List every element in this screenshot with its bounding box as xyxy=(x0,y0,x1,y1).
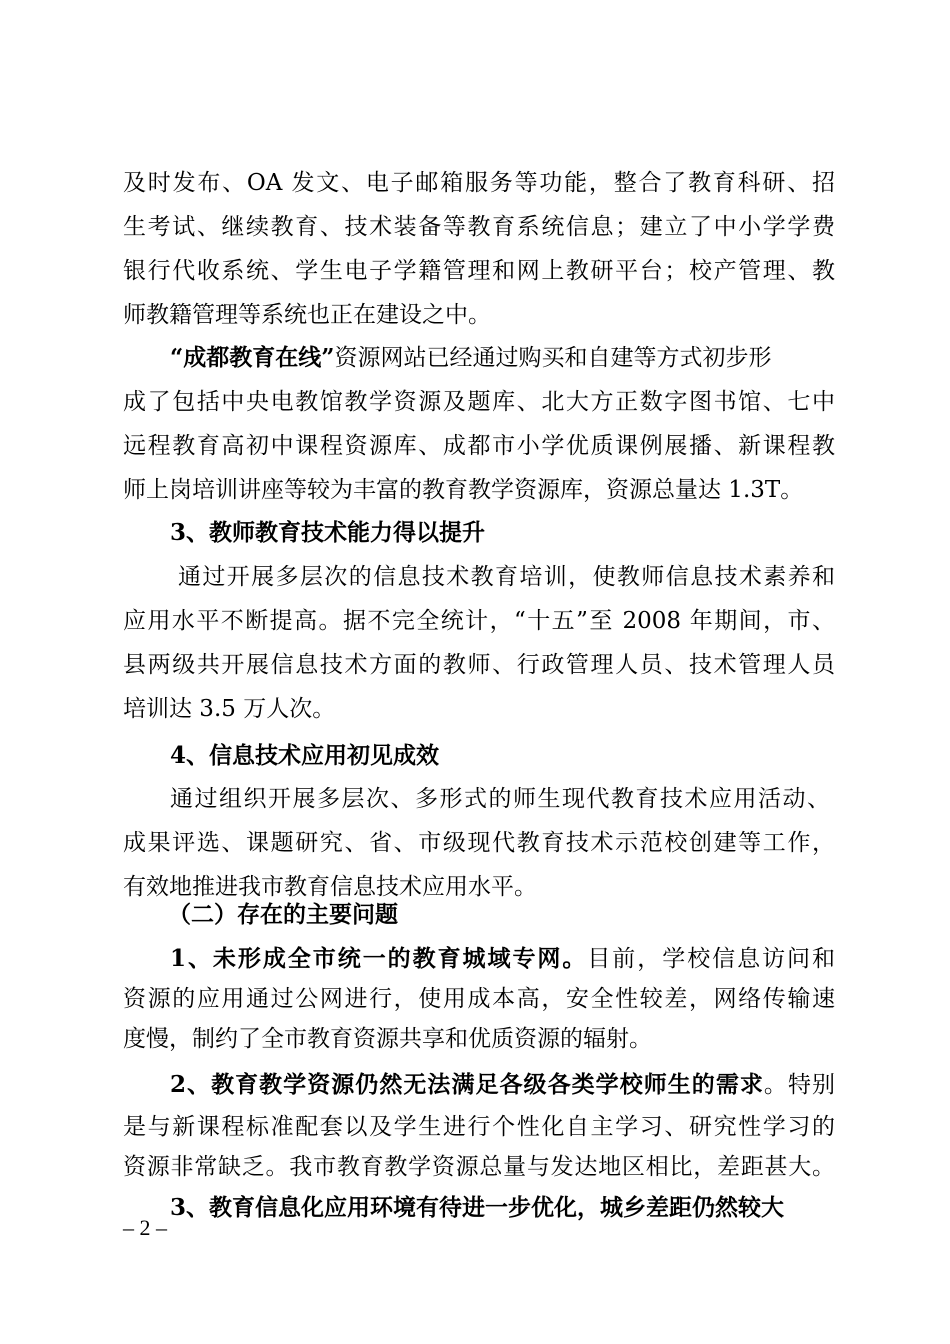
paragraph-line: 生考试、继续教育、技术装备等教育系统信息；建立了中小学学费 xyxy=(123,214,835,240)
paragraph-line: 师上岗培训讲座等较为丰富的教育教学资源库，资源总量达 1.3T。 xyxy=(123,477,804,503)
section-heading: 3、教师教育技术能力得以提升 xyxy=(170,519,486,546)
paragraph-text: 资源网站已经通过购买和自建等方式初步形 xyxy=(334,345,772,371)
paragraph-line: 县两级共开展信息技术方面的教师、行政管理人员、技术管理人员 xyxy=(123,652,835,678)
bold-phrase: 2、教育教学资源仍然无法满足各级各类学校师生的需求 xyxy=(170,1071,764,1098)
page-number: – 2 – xyxy=(123,1215,167,1240)
section-title: （二）存在的主要问题 xyxy=(168,901,398,928)
paragraph-line: 成果评选、课题研究、省、市级现代教育技术示范校创建等工作， xyxy=(123,830,835,856)
paragraph-line: 及时发布、OA 发文、电子邮箱服务等功能，整合了教育科研、招 xyxy=(123,170,835,196)
paragraph-text: 。特别 xyxy=(763,1072,835,1098)
paragraph-line: 通过开展多层次的信息技术教育培训，使教师信息技术素养和 xyxy=(178,564,835,590)
paragraph-line: 资源非常缺乏。我市教育教学资源总量与发达地区相比，差距甚大。 xyxy=(123,1154,835,1180)
bold-phrase: “成都教育在线” xyxy=(170,344,335,371)
paragraph-line: 是与新课程标准配套以及学生进行个性化自主学习、研究性学习的 xyxy=(123,1114,835,1140)
paragraph-line xyxy=(170,944,835,974)
paragraph-line: 成了包括中央电教馆教学资源及题库、北大方正数字图书馆、七中 xyxy=(123,389,835,415)
paragraph-line: 有效地推进我市教育信息技术应用水平。 xyxy=(123,874,537,900)
section-heading: 3、教育信息化应用环境有待进一步优化，城乡差距仍然较大 xyxy=(170,1194,785,1221)
paragraph-text: 目前，学校信息访问和 xyxy=(587,946,835,972)
paragraph-line: 培训达 3.5 万人次。 xyxy=(123,696,336,722)
paragraph-line: 资源的应用通过公网进行，使用成本高，安全性较差，网络传输速 xyxy=(123,986,835,1012)
paragraph-line: 师教籍管理等系统也正在建设之中。 xyxy=(123,302,491,328)
section-heading: 4、信息技术应用初见成效 xyxy=(170,742,440,769)
paragraph-line: 通过组织开展多层次、多形式的师生现代教育技术应用活动、 xyxy=(170,786,830,812)
paragraph-line xyxy=(170,343,810,373)
paragraph-line: 度慢，制约了全市教育资源共享和优质资源的辐射。 xyxy=(123,1026,652,1052)
paragraph-line xyxy=(170,1070,835,1100)
bold-phrase: 1、未形成全市统一的教育城域专网。 xyxy=(170,945,588,972)
paragraph-line: 应用水平不断提高。据不完全统计，“十五”至 2008 年期间，市、 xyxy=(123,608,835,634)
paragraph-line: 远程教育高初中课程资源库、成都市小学优质课例展播、新课程教 xyxy=(123,433,835,459)
paragraph-line: 银行代收系统、学生电子学籍管理和网上教研平台；校产管理、教 xyxy=(123,258,835,284)
